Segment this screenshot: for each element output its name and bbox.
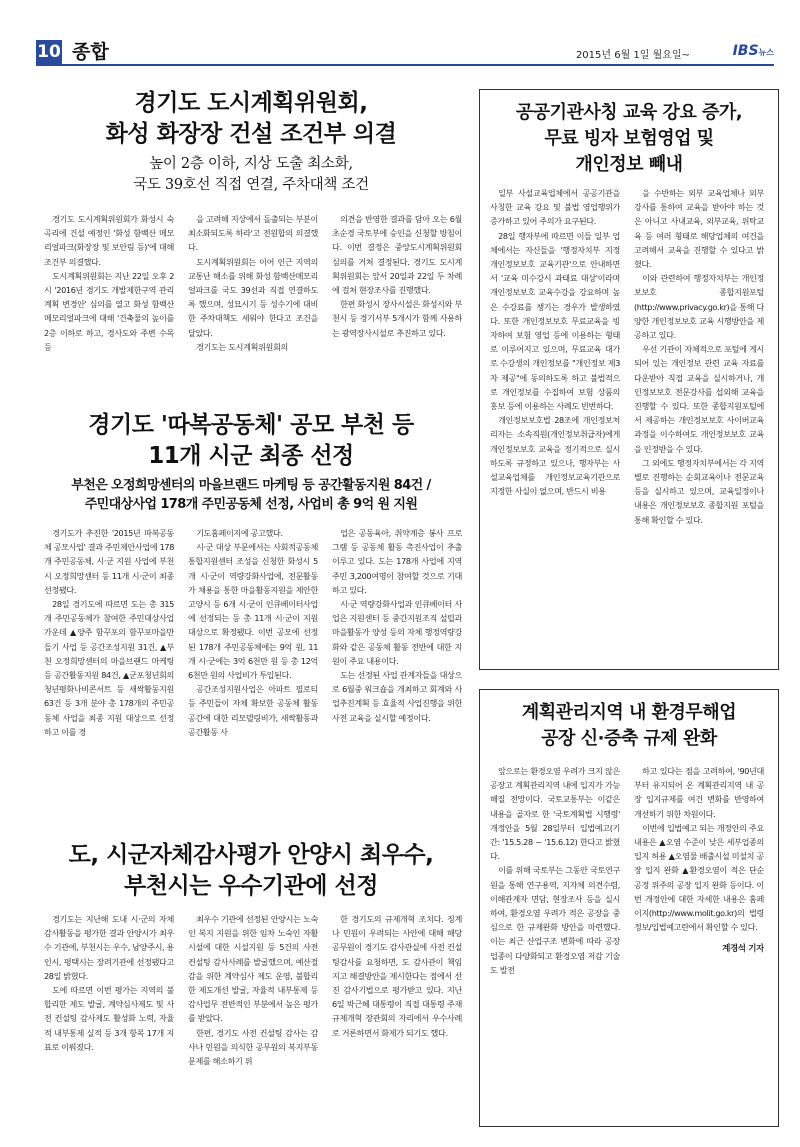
paragraph: 의견을 반영한 결과를 담아 오는 6월 초순경 국토부에 승인을 신청할 방침이다. 이번 결정은 중앙도시계획위원회 심의를 거쳐 결정된다. 경기도 도시계획위원회는 앞서 20일과 22일 두 차례에 걸쳐 현장조사를 진행했다.: [332, 214, 462, 296]
logo-subtext: 뉴스: [758, 48, 774, 57]
article-subtitle: 높이 2층 이하, 지상 도출 최소화,: [149, 156, 353, 172]
sidebar-title: 공공기관사칭 교육 강요 증가,: [515, 102, 743, 123]
column-3: [332, 912, 462, 1126]
paragraph: 공간조성지원사업은 아파트 필로티 등 주민들이 자체 확보한 공동체 활동공간에 대한 리모델링비가, 새싹활동과 공간활동 사: [188, 684, 318, 737]
article-subtitle: 부천은 오정희망센터의 마을브랜드 마케팅 등 공간활동지원 84건 /: [71, 478, 431, 493]
ibs-logo: [733, 43, 774, 61]
paragraph: 이번에 입법예고 되는 개정안의 주요내용은 ▲오염 수준이 낮은 세부업종의 입지 허용 ▲오염물 배출시설 미설치 공장 입지 완화 ▲환경오염이 적은 단순 공정 위주의 공장 입지 완화 등이다. 이번 개정안에 대한 자세한 내용은 홈페이지(http://www.molit.go.kr)의 법령정보/입법예고란에서 확인할 수 있다.: [634, 822, 764, 933]
paragraph: 28일 경기도에 따르면 도는 총 315개 주민공동체가 참여한 주민대상사업 가운데 ▲양주 함꾸포의 함꾸포마을만들기 사업 등 공간조성지원 31건, ▲부천 오정희망센터의 마을브랜드 마케팅 등 공간활동지원 84건, ▲군포청년회의 청년평화나비콘서트 등 새싹활동지원 63건 등 3개 분야 총 178개의 주민공동체 사업을 최종 지원 대상으로 선정하고 이를 경: [44, 599, 174, 737]
article-subtitle: 주민대상사업 178개 주민공동체 선정, 사업비 총 9억 원 지원: [84, 497, 418, 512]
paragraph: 도는 선정된 사업 관계자들을 대상으로 6월중 워크숍을 개최하고 회계와 사업추진계획 등 효율적 사업진행을 위한 사전 교육을 실시할 예정이다.: [332, 670, 462, 723]
sidebar-title: 계획관리지역 내 환경무해업: [521, 702, 737, 723]
column-2: [188, 912, 318, 1126]
paragraph: 을 수반하는 외부 교육업체나 외부 강사를 통하여 교육을 받아야 하는 것은 아니고 사내교육, 외부교육, 위탁교육 등 여러 형태로 해당업체의 여건을 고려해서 교육을 진행할 수 있다고 밝혔다.: [634, 188, 764, 270]
column-2: [188, 526, 318, 808]
column-2: [188, 212, 318, 384]
article-title: 경기도 도시계획위원회,: [134, 90, 368, 116]
paragraph: 하고 있다는 점을 고려하여, '90년대부터 유지되어 온 계획관리지역 내 공장 입지규제를 여건 변화를 반영하여 개선하기 위한 차원이다.: [634, 766, 764, 819]
column-3: [332, 526, 462, 808]
byline: 계경석 기자: [722, 944, 764, 955]
paragraph: 이를 위해 국토부는 그동안 국토연구원을 통해 연구용역, 지자체 의견수렴, 이해관계자 면담, 현장조사 등을 실시하여, 환경오염 우려가 적은 공장을 중심으로 한 규제완화 방안을 마련했다. 이는 최근 산업구조 변화에 따라 공장 업종이 다양화되고 환경오염 저감 기술도 발전: [490, 865, 620, 975]
sidebar-body: [490, 186, 770, 664]
column-1: [44, 526, 174, 808]
paragraph: 경기도가 추진한 '2015년 따복공동체 공모사업' 결과 주민제안사업에 178개 주민공동체, 시·군 지원 사업에 부천시 오정희망센터 등 11개 시·군이 최종 선정됐다.: [44, 528, 174, 595]
paragraph: 경기도는 도시계획위원회의: [196, 341, 288, 352]
paragraph: 도에 따르면 이번 평가는 지역의 불합리한 제도 발굴, 계약심사제도 및 사전 컨설팅 감사제도 활성화 노력, 자율적 내부통제 실적 등 3개 항목 17개 지표로 이뤄졌다.: [44, 985, 174, 1052]
column-1: [44, 912, 174, 1126]
column-3: [332, 212, 462, 384]
paragraph: 앞으로는 환경오염 우려가 크지 않은 공장고 계획관리지역 내에 입지가 가능해질 전망이다. 국토교통부는 이같은 내용을 골자로 한 '국토계획법 시행령' 개정안을 5월 28일부터 입법예고(기간: '15.5.28 ~ '15.6.12) 한다고 밝혔다.: [490, 766, 620, 862]
article-title: 경기도 '따복공동체' 공모 부천 등: [88, 412, 414, 438]
article-body: [44, 526, 464, 808]
column-2: [634, 764, 764, 1120]
paragraph: 한편 화성시 장사시설은 화성시와 부천시 등 경기서부 5개시가 함께 사용하는 광역장사시설로 추진하고 있다.: [332, 299, 462, 338]
column-2: [634, 186, 764, 664]
issue-date: 2015년 6월 1일 월요일~: [575, 50, 690, 61]
article-title: 부천시는 우수기관에 선정: [124, 873, 378, 899]
column-1: [44, 212, 174, 384]
paragraph: 시·군 대상 부문에서는 사회적공동체통합지원센터 조성을 신청한 화성시 5개 시·군이 역량강화사업에, 전문활동가 채용을 통한 마을활동지원을 제안한 고양시 등 6개 시·군이 인큐베이터사업에 선정되는 등 총 11개 시·군이 지원 대상으로 확정됐다. 이번 공모에 선정된 178개 주민공동체에는 9억 원, 11개 시·군에는 3억 6천만 원 등 총 12억 6천만 원의 사업비가 투입된다.: [188, 542, 318, 681]
paragraph: 시·군 역량강화사업과 인큐베이터 사업은 지원센터 등 중간지원조직 설립과 마을활동가 양성 등의 자체 행정역량강화와 같은 공동체 활동 전반에 대한 지원이 주요 내용이다.: [332, 599, 462, 666]
paragraph: 개인정보보호법 28조에 개인정보처리자는 소속직원(개인정보취급자)에게 개인정보보호 교육을 정기적으로 실시하도록 규정하고 있으나, 행자부는 사설교육업체를 개인정보교육기관으로 지정한 사실이 없으며, 반드시 비용: [490, 415, 620, 497]
section-title: 종합: [72, 41, 109, 63]
paragraph: 경기도는 지난해 도내 시·군의 자체감사활동을 평가한 결과 안양시가 최우수 기관에, 부천시는 우수, 남양주시, 용인시, 평택시는 장려기관에 선정됐다고 28일 밝혔다.: [44, 914, 174, 981]
article-body: [44, 912, 464, 1126]
article-audit: [36, 840, 466, 902]
paragraph: 기도홈페이지에 공고했다.: [196, 528, 283, 538]
sidebar-title: 공장 신·증축 규제 완화: [541, 728, 717, 749]
column-1: [490, 764, 620, 1120]
paragraph: 그 외에도 행정자치부에서는 각 지역별로 진행하는 순회교육이나 전문교육 등을 실시하고 있으며, 교육일정이나 내용은 개인정보보호 종합지원 포털을 통해 확인할 수 있다.: [634, 457, 764, 525]
column-1: [490, 186, 620, 664]
article-title: 화성 화장장 건설 조건부 의결: [105, 121, 397, 147]
article-body: [44, 212, 464, 384]
paragraph: 우선 기관이 자체적으로 포털에 게시되어 있는 개인정보 관련 교육 자료를 다운받아 직접 교육을 실시하거나, 개인정보보호 전문강사를 섭외해 교육을 진행할 수 있다. 또한 종합지원포털에서 제공하는 개인정보보호 사이버교육 과정을 이수하여도 개인정보보호 교육을 인정받을 수 있다.: [634, 344, 764, 454]
sidebar-title: 개인정보 빼내: [575, 154, 683, 175]
paragraph: 도시계획위원회는 이어 인근 지역의 교통난 해소를 위해 화성 함백산메모리얼파크를 국도 39선과 직접 연결하도록 했으며, 성묘시기 등 성수기에 대비한 주차대책도 세워야 한다고 조건을 달았다.: [188, 256, 318, 338]
article-city-planning: [36, 88, 466, 196]
logo-text: IBS: [732, 43, 759, 59]
page-number: 10: [37, 42, 61, 62]
sidebar-title: 무료 빙자 보험영업 및: [544, 128, 714, 149]
paragraph: 최우수 기관에 선정된 안양시는 노숙인 복지 지원을 위한 임차 노숙인 자활시설에 대한 시설지원 등 5건의 사전 컨설팅 감사사례를 발굴했으며, 예산절감을 위한 계약심사 제도 운영, 불합리한 제도개선 발굴, 자율적 내부통제 등 감사업무 전반적인 부분에서 높은 평가를 받았다.: [188, 914, 318, 1024]
paragraph: 을 고려해 지상에서 돌출되는 부분이 최소화되도록 하라'고 전원합의 의결했다.: [188, 214, 318, 253]
paragraph: 도시계획위원회는 지난 22일 오후 2시 '2016년 경기도 개발제한구역 관리계획 변경안' 심의를 열고 화성 함백산 메모리얼파크에 대해 '건축물의 높이를 2층 이하로 하고, 경사도와 주변 수목 등: [44, 270, 174, 352]
article-community: [36, 410, 466, 514]
sidebar-body: [490, 764, 770, 1120]
article-title: 도, 시군자체감사평가 안양시 최우수,: [68, 842, 434, 868]
paragraph: 한 경기도의 규제개혁 조치다. 징계나 민원이 우려되는 사안에 대해 해당 공무원이 경기도 감사관실에 사전 컨설팅감사를 요청하면, 도 감사관이 책임지고 해결방안을 제시한다는 점에서 선진 감사기법으로 평가받고 있다. 지난 6일 박근혜 대통령이 직접 대통령 주재 규제개혁 장관회의 자리에서 우수사례로 거론하면서 화제가 되기도 했다.: [332, 914, 462, 1038]
page-header: [36, 40, 774, 66]
paragraph: 일부 사설교육업체에서 공공기관을 사칭한 교육 강요 및 불법 영업행위가 증가하고 있어 주의가 요구된다.: [490, 188, 620, 227]
sidebar-box-regulation: [479, 689, 779, 1127]
article-subtitle: 국도 39호선 직접 연결, 주차대책 조건: [133, 177, 369, 193]
sidebar-box-education: [479, 89, 779, 670]
paragraph: 이와 관련하여 행정자치부는 개인정보보호 종합지원포털(http://www.privacy.go.kr)을 통해 다양한 개인정보보호 교육 시행방안을 제공하고 있다.: [634, 273, 764, 341]
paragraph: 경기도 도시계획위원회가 화성시 숙곡리에 건설 예정인 '화성 함백산 메모리얼파크(화장장 및 보안림 등)'에 대해 조건부 의결했다.: [44, 214, 174, 267]
paragraph: 업은 공동육아, 취약계층 봉사 프로그램 등 공동체 활동 촉진사업이 추출 이루고 있다. 도는 178개 사업에 지역주민 3,200여명이 참여할 것으로 기대하고 있다.: [332, 528, 462, 595]
paragraph: 한편, 경기도 사전 컨설팅 감사는 감사나 민원을 의식한 공무원의 복지부동 문제를 해소하기 위: [188, 1027, 318, 1067]
paragraph: 28일 행자부에 따르면 이들 일부 업체에서는 자신들을 '행정자치부 지정 개인정보보호 교육기관'으로 안내하면서 '교육 미수강시 과태료 대상'이라며 개인정보보호 교육수강을 강요하며 높은 수강료를 챙기는 경우가 발생하였다. 또한 개인정보보호 무료교육을 빙자하여 보험 영업 등에 이용하는 형태로 이루어지고 있으며, 무료교육 대가로 수강생의 개인정보를 "개인정보 제3자 제공"에 동의하도록 하고 불법적으로 개인정보를 수집하여 보험 상품의 홍보 등에 이용하는 사례도 빈번하다.: [490, 230, 620, 412]
article-title: 11개 시군 최종 선정: [148, 443, 354, 469]
